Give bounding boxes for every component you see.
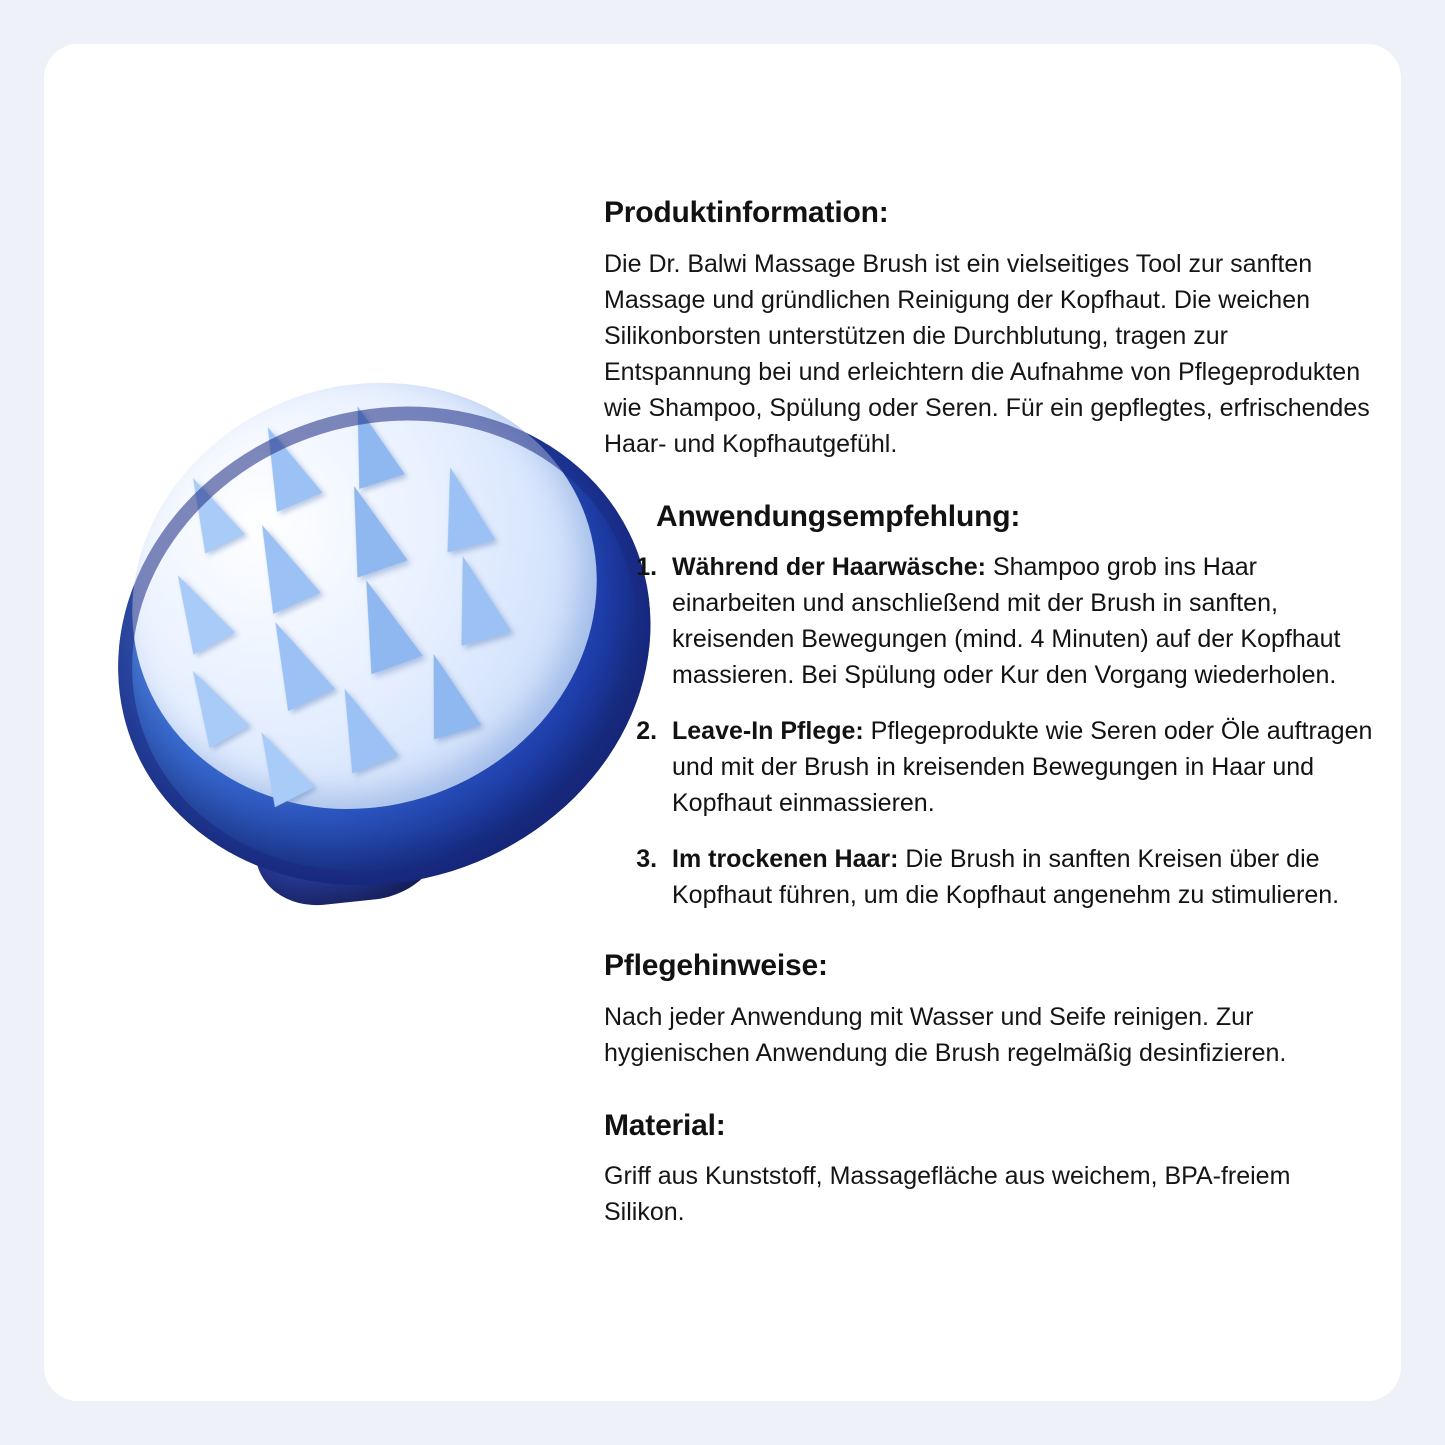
section-material	[604, 1107, 1374, 1231]
brush-bristle	[173, 468, 245, 553]
brush-bristle	[341, 571, 423, 675]
brush-bristle	[238, 514, 320, 614]
usage-step-label: Während der Haarwäsche:	[672, 553, 986, 581]
usage-step-label: Leave-In Pflege:	[672, 717, 864, 745]
brush-bristle	[410, 647, 481, 740]
usage-step-label: Im trockenen Haar:	[672, 845, 899, 873]
product-description	[604, 194, 1374, 1266]
brush-bristle	[329, 477, 408, 577]
list-item	[664, 841, 1374, 913]
care-instructions-title: Pflegehinweise:	[604, 949, 828, 982]
material-text: Griff aus Kunststoff, Massagefläche aus weichem, BPA-freiem Silikon.	[604, 1162, 1291, 1226]
brush-bristle	[438, 549, 512, 646]
list-item	[664, 713, 1374, 821]
section-usage-recommendation	[604, 498, 1374, 914]
brush-bristle	[157, 564, 235, 654]
list-item	[664, 549, 1374, 693]
brush-bristle	[322, 679, 398, 773]
brush-bristle	[245, 417, 322, 512]
product-info-card	[44, 44, 1401, 1401]
material-title: Material:	[604, 1108, 726, 1142]
care-instructions-text: Nach jeder Anwendung mit Wasser und Seife reinigen. Zur hygienischen Anwendung die Brush regelmäßig desinfizieren.	[604, 1002, 1287, 1067]
section-care-instructions	[604, 947, 1374, 1071]
brush-bristle	[335, 399, 405, 489]
usage-steps-list	[604, 549, 1374, 913]
product-image	[64, 299, 684, 919]
usage-step-text: Shampoo grob ins Haar einarbeiten und anschließend mit der Brush in sanften, kreisenden Bewegungen (mind. 4 Minuten) auf der Kopfhaut massieren. Bei Spülung oder Kur den Vorgang wiederholen.	[672, 553, 1341, 689]
usage-step-text: Die Brush in sanften Kreisen über die Kopfhaut führen, um die Kopfhaut angenehm zu stimulieren.	[672, 845, 1340, 909]
product-information-title: Produktinformation:	[604, 196, 889, 229]
product-information-text: Die Dr. Balwi Massage Brush ist ein vielseitiges Tool zur sanften Massage und gründlichen Reinigung der Kopfhaut. Die weichen Silikonborsten unterstützen die Durchblutung, tragen zur Entspannung bei und erleichtern die Aufnahme von Pflegeprodukten wie Shampoo, Spülung oder Seren. Für ein gepflegtes, erfrischendes Haar- und Kopfhautgefühl.	[604, 249, 1370, 458]
usage-step-text: Pflegeprodukte wie Seren oder Öle auftragen und mit der Brush in kreisenden Bewegungen in Haar und Kopfhaut einmassieren.	[672, 717, 1373, 817]
brush-bristle	[173, 660, 250, 748]
section-product-information	[604, 194, 1374, 462]
brush-bristle	[426, 461, 495, 553]
usage-recommendation-title: Anwendungsempfehlung:	[656, 499, 1021, 533]
